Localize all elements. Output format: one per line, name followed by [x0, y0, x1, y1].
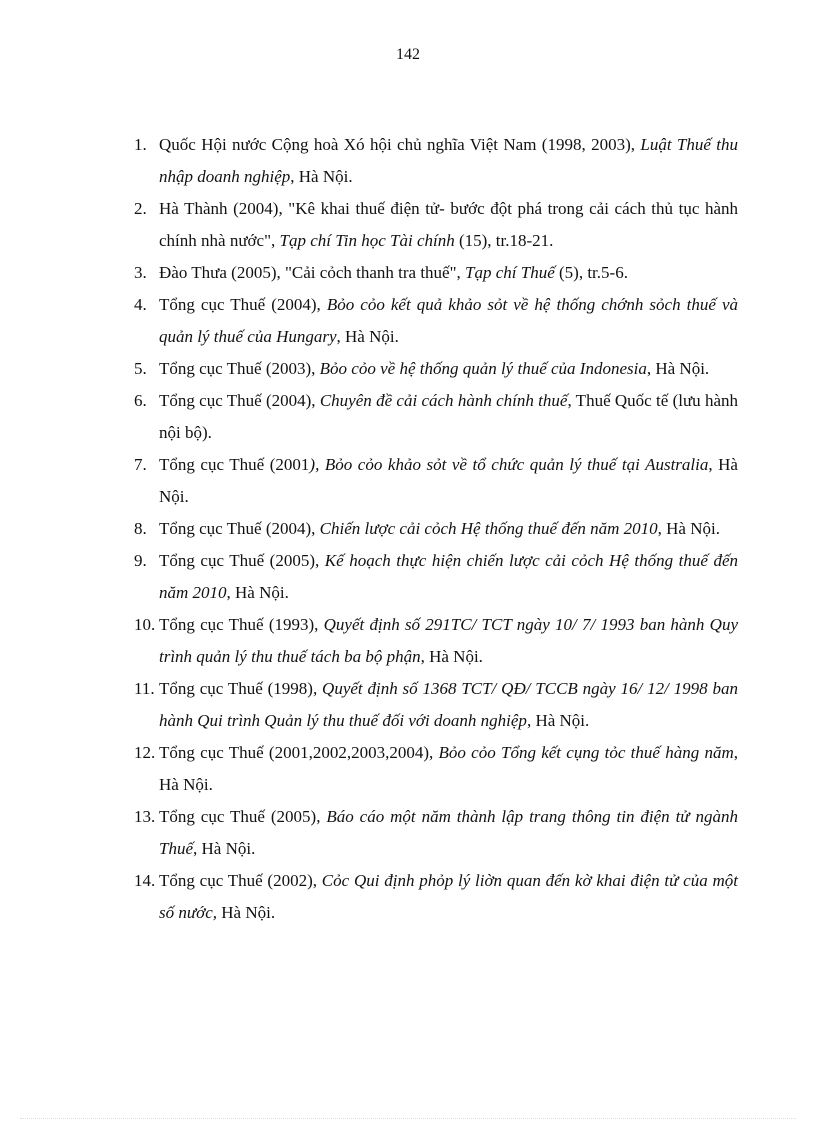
reference-number: 8.: [134, 519, 147, 538]
reference-number: 9.: [134, 551, 147, 570]
reference-text: [159, 295, 738, 346]
reference-segment: , Hà Nội.: [336, 327, 399, 346]
reference-item: [134, 353, 738, 385]
reference-title: Bỏo cỏo Tổng kết cụng tỏc thuế hàng năm: [438, 743, 734, 762]
reference-item: [134, 673, 738, 737]
reference-number: 4.: [134, 295, 147, 314]
reference-title: Tạp chí Tin học Tài chính: [279, 231, 455, 250]
reference-segment: Tổng cục Thuế (2004),: [159, 391, 320, 410]
reference-title: Luật Thuế thu nhập doanh nghiệp: [159, 135, 738, 186]
reference-item: [134, 545, 738, 609]
reference-text: [159, 615, 738, 666]
reference-item: [134, 801, 738, 865]
reference-text: [159, 391, 738, 442]
reference-segment: Hà Thành (2004), "Kê khai thuế điện tử- bước đột phá trong cải cách thủ tục hành chính nhà nước",: [159, 199, 738, 250]
reference-segment: Tổng cục Thuế (2002),: [159, 871, 322, 890]
reference-segment: , Hà Nội.: [159, 743, 739, 794]
reference-segment: (5), tr.5-6.: [554, 263, 628, 282]
reference-segment: Tổng cục Thuế (2001: [159, 455, 310, 474]
reference-segment: Hà Nội.: [217, 903, 276, 922]
reference-text: [159, 807, 738, 858]
reference-item: [134, 609, 738, 673]
reference-item: [134, 449, 738, 513]
reference-text: [159, 359, 709, 378]
reference-item: [134, 129, 738, 193]
reference-number: 12.: [134, 743, 156, 762]
page-bottom-divider: [20, 1118, 796, 1119]
reference-title: Chiến lược cải cỏch Hệ thống thuế đến năm 2010: [319, 519, 658, 538]
reference-number: 13.: [134, 807, 156, 826]
reference-segment: , Hà Nội.: [290, 167, 353, 186]
reference-item: [134, 289, 738, 353]
reference-title: Cỏc Qui định phỏp lý liờn quan đến kờ khai điện tử của một số nước,: [159, 871, 739, 922]
reference-segment: Tổng cục Thuế (1993),: [159, 615, 324, 634]
reference-text: [159, 135, 738, 186]
reference-text: [159, 455, 738, 506]
reference-title: Bỏo cỏo về hệ thống quản lý thuế của Indonesia: [319, 359, 647, 378]
reference-text: [159, 871, 738, 922]
reference-title: Tạp chí Thuế: [465, 263, 555, 282]
reference-segment: , Hà Nội.: [226, 583, 289, 602]
reference-number: 2.: [134, 199, 147, 218]
reference-title: Quyết định số 1368 TCT/ QĐ/ TCCB ngày 16/ 12/ 1998 ban hành Qui trình Quản lý thu thuế đối với doanh nghiệp: [159, 679, 739, 730]
reference-number: 11.: [134, 679, 155, 698]
reference-title: Chuyên đề cải cách hành chính thuế: [319, 391, 568, 410]
reference-segment: , Hà Nội.: [657, 519, 720, 538]
reference-segment: Tổng cục Thuế (2004),: [159, 519, 320, 538]
reference-number: 10.: [134, 615, 156, 634]
reference-segment: Tổng cục Thuế (2004),: [159, 295, 327, 314]
reference-segment: Tổng cục Thuế (2003),: [159, 359, 320, 378]
reference-title: Quyết định số 291TC/ TCT ngày 10/ 7/ 1993 ban hành Quy trình quản lý thu thuế tách ba bộ phận: [159, 615, 739, 666]
reference-title: Bỏo cỏo kết quả khảo sỏt về hệ thống chớnh sỏch thuế và quản lý thuế của Hungary: [159, 295, 738, 346]
reference-item: [134, 385, 738, 449]
reference-segment: , Hà Nội.: [193, 839, 256, 858]
reference-text: [159, 743, 738, 794]
reference-list: [134, 129, 738, 929]
reference-segment: Tổng cục Thuế (2001,2002,2003,2004),: [159, 743, 439, 762]
reference-title: Báo cáo một năm thành lập trang thông tin điện tử ngành Thuế: [159, 807, 738, 858]
page-number: 142: [396, 46, 420, 63]
reference-number: 7.: [134, 455, 147, 474]
reference-segment: , Hà Nội.: [420, 647, 483, 666]
reference-title: Kế hoạch thực hiện chiến lược cải cỏch Hệ thống thuế đến năm 2010: [159, 551, 739, 602]
reference-text: [159, 519, 720, 538]
reference-number: 6.: [134, 391, 147, 410]
reference-title: ), Bỏo cỏo khảo sỏt về tổ chức quản lý thuế tại Australia: [309, 455, 709, 474]
reference-item: [134, 193, 738, 257]
reference-segment: (15), tr.18-21.: [454, 231, 554, 250]
reference-item: [134, 737, 738, 801]
reference-segment: Tổng cục Thuế (1998),: [159, 679, 323, 698]
reference-segment: Tổng cục Thuế (2005),: [159, 551, 325, 570]
reference-segment: Đào Thưa (2005), "Cải cỏch thanh tra thuế",: [159, 263, 466, 282]
reference-item: [134, 257, 738, 289]
reference-segment: , Hà Nội.: [159, 455, 738, 506]
reference-segment: , Hà Nội.: [526, 711, 590, 730]
reference-text: [159, 199, 738, 250]
reference-number: 5.: [134, 359, 147, 378]
reference-text: [159, 263, 628, 282]
reference-item: [134, 513, 738, 545]
reference-segment: , Thuế Quốc tế (lưu hành nội bộ).: [159, 391, 739, 442]
reference-number: 1.: [134, 135, 147, 154]
reference-segment: Quốc Hội nước Cộng hoà Xó hội chủ nghĩa Việt Nam (1998, 2003),: [159, 135, 641, 154]
reference-segment: Tổng cục Thuế (2005),: [159, 807, 327, 826]
reference-text: [159, 551, 738, 602]
reference-item: [134, 865, 738, 929]
reference-number: 3.: [134, 263, 147, 282]
reference-text: [159, 679, 738, 730]
reference-segment: , Hà Nội.: [646, 359, 710, 378]
reference-number: 14.: [134, 871, 156, 890]
